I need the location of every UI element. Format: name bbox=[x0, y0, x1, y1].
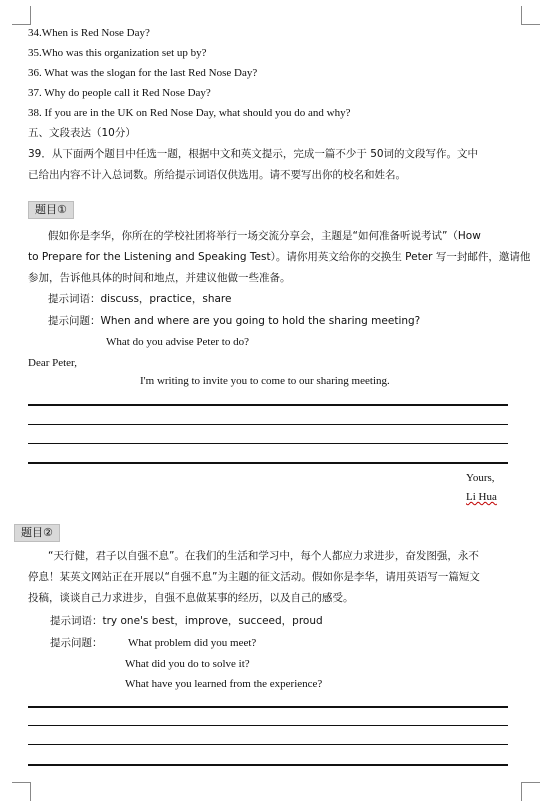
topic2-hint-question1: What problem did you meet? bbox=[128, 637, 257, 649]
topic1-hint-question2: What do you advise Peter to do? bbox=[106, 336, 249, 348]
topic2-paragraph-line3: 投稿，谈谈自己力求进步，自强不息做某事的经历，以及自己的感受。 bbox=[28, 592, 354, 604]
signature-text: Li Hua bbox=[466, 491, 497, 503]
topic1-paragraph-line3: 参加，告诉他具体的时间和地点，并建议他做一些准备。 bbox=[28, 272, 291, 284]
topic2-hint-words: 提示词语：try one's best，improve，succeed，proud bbox=[50, 615, 323, 627]
question-37: 37. Why do people call it Red Nose Day? bbox=[28, 87, 211, 99]
writing-line bbox=[28, 404, 508, 406]
topic1-hint-question1: 提示问题：When and where are you going to hold the sharing meeting? bbox=[48, 315, 421, 327]
topic2-hint-label: 提示问题： bbox=[50, 637, 103, 649]
topic1-paragraph-line1: 假如你是李华，你所在的学校社团将举行一场交流分享会，主题是“如何准备听说考试”（How bbox=[48, 230, 481, 242]
writing-line bbox=[28, 706, 508, 708]
question-36: 36. What was the slogan for the last Red Nose Day? bbox=[28, 67, 258, 79]
letter-opening: I'm writing to invite you to come to our sharing meeting. bbox=[140, 375, 390, 387]
letter-greeting: Dear Peter, bbox=[28, 357, 78, 369]
topic1-tag: 题目① bbox=[28, 201, 74, 219]
topic2-hint-question3: What have you learned from the experience? bbox=[125, 678, 323, 690]
question-34: 34.When is Red Nose Day? bbox=[28, 27, 150, 39]
topic1-hint-words: 提示词语：discuss，practice，share bbox=[48, 293, 232, 305]
topic2-paragraph-line1: “天行健，君子以自强不息”。在我们的生活和学习中，每个人都应力求进步，奋发图强，永不 bbox=[48, 550, 479, 562]
letter-signature bbox=[466, 490, 497, 504]
question-35: 35.Who was this organization set up by? bbox=[28, 47, 207, 59]
topic2-paragraph-line2: 停息！某英文网站正在开展以“自强不息”为主题的征文活动。假如你是李华，请用英语写一篇短文 bbox=[28, 571, 480, 583]
letter-closing: Yours, bbox=[466, 472, 495, 484]
writing-line bbox=[28, 443, 508, 444]
writing-line bbox=[28, 725, 508, 726]
page-corner-mark bbox=[12, 782, 31, 801]
question-38: 38. If you are in the UK on Red Nose Day, what should you do and why? bbox=[28, 107, 351, 119]
section-title: 五、文段表达（10分） bbox=[28, 127, 136, 139]
topic2-tag: 题目② bbox=[14, 524, 60, 542]
page-corner-mark bbox=[521, 782, 540, 801]
page-corner-mark bbox=[12, 6, 31, 25]
topic2-hint-question2: What did you do to solve it? bbox=[125, 658, 250, 670]
writing-line bbox=[28, 424, 508, 425]
page-corner-mark bbox=[521, 6, 540, 25]
writing-line bbox=[28, 462, 508, 464]
topic1-paragraph-line2: to Prepare for the Listening and Speaking Test）。请你用英文给你的交换生 Peter 写一封邮件，邀请他 bbox=[28, 251, 531, 263]
q39-instruction-line2: 已给出内容不计入总词数。所给提示词语仅供选用。请不要写出你的校名和姓名。 bbox=[28, 169, 406, 181]
writing-line bbox=[28, 744, 508, 745]
q39-instruction-line1: 39．从下面两个题目中任选一题，根据中文和英文提示，完成一篇不少于 50词的文段写作。文中 bbox=[28, 148, 479, 160]
writing-line bbox=[28, 764, 508, 766]
